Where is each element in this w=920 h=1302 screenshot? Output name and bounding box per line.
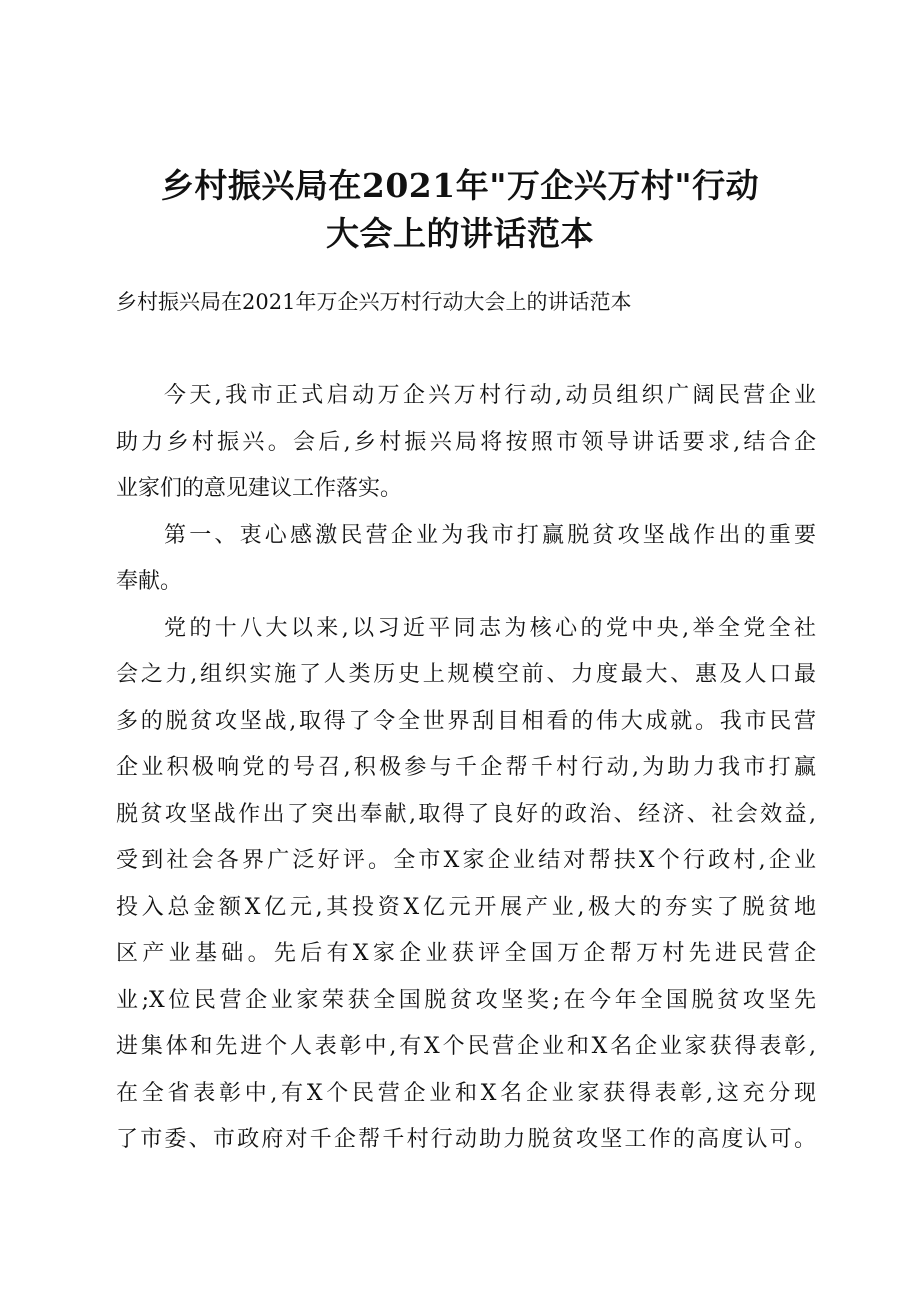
body-line: 会之力,组织实施了人类历史上规模空前、力度最大、惠及人口最 bbox=[116, 662, 816, 687]
document-subtitle: 乡村振兴局在2021年万企兴万村行动大会上的讲话范本 bbox=[116, 290, 632, 314]
body-line: 第一、衷心感激民营企业为我市打赢脱贫攻坚战作出的重要 bbox=[164, 522, 816, 548]
body-line: 业;X位民营企业家荣获全国脱贫攻坚奖;在今年全国脱贫攻坚先 bbox=[116, 987, 816, 1013]
body-line: 在全省表彰中,有X个民营企业和X名企业家获得表彰,这充分现 bbox=[116, 1080, 816, 1106]
body-line: 区产业基础。先后有X家企业获评全国万企帮万村先进民营企 bbox=[116, 941, 816, 966]
body-line: 业家们的意见建议工作落实。 bbox=[116, 476, 403, 501]
body-line: 了市委、市政府对千企帮千村行动助力脱贫攻坚工作的高度认可。 bbox=[116, 1127, 816, 1152]
body-line: 企业积极响党的号召,积极参与千企帮千村行动,为助力我市打赢 bbox=[116, 755, 816, 780]
document-body bbox=[116, 373, 816, 1164]
body-line: 进集体和先进个人表彰中,有X个民营企业和X名企业家获得表彰, bbox=[116, 1034, 816, 1059]
body-line: 奉献。 bbox=[116, 569, 183, 594]
body-line: 投入总金额X亿元,其投资X亿元开展产业,极大的夯实了脱贫地 bbox=[116, 894, 816, 920]
body-line: 脱贫攻坚战作出了突出奉献,取得了良好的政治、经济、社会效益, bbox=[116, 801, 816, 827]
document-title-line-2: 大会上的讲话范本 bbox=[326, 214, 594, 253]
body-line: 党的十八大以来,以习近平同志为核心的党中央,举全党全社 bbox=[164, 615, 816, 641]
body-line: 受到社会各界广泛好评。全市X家企业结对帮扶X个行政村,企业 bbox=[116, 848, 816, 873]
document-title-line-1: 乡村振兴局在2021年"万企兴万村"行动 bbox=[160, 166, 760, 205]
body-line: 今天,我市正式启动万企兴万村行动,动员组织广阔民营企业 bbox=[164, 383, 816, 408]
body-line: 助力乡村振兴。会后,乡村振兴局将按照市领导讲话要求,结合企 bbox=[116, 429, 816, 455]
body-line: 多的脱贫攻坚战,取得了令全世界刮目相看的伟大成就。我市民营 bbox=[116, 708, 816, 734]
